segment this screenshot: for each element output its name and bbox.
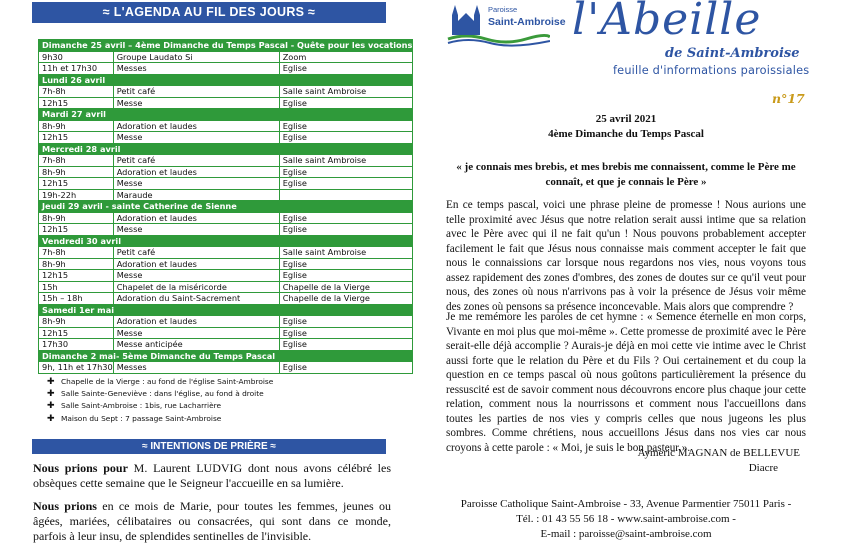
agenda-time: 8h-9h [39,316,114,328]
agenda-time: 15h – 18h [39,293,114,305]
agenda-time: 11h et 17h30 [39,63,114,75]
agenda-place: Salle saint Ambroise [279,155,413,167]
agenda-place: Chapelle de la Vierge [279,281,413,293]
agenda-event: Adoration et laudes [113,166,279,178]
day-header-text: Mercredi 28 avril [39,143,413,155]
agenda-event: Adoration et laudes [113,316,279,328]
agenda-place: Chapelle de la Vierge [279,293,413,305]
agenda-time: 15h [39,281,114,293]
footer [446,497,806,542]
agenda-event: Adoration du Saint-Sacrement [113,293,279,305]
day-header-text: Dimanche 25 avril – 4ème Dimanche du Temps Pascal - Quête pour les vocations [39,40,413,52]
legend-list [47,376,273,425]
agenda-place: Eglise [279,362,413,374]
footer-address: Paroisse Catholique Saint-Ambroise - 33, Avenue Parmentier 75011 Paris - [460,498,792,510]
legend-text: Salle Sainte-Geneviève : dans l'église, au fond à droite [61,389,264,399]
agenda-day-header [39,304,413,316]
author-name: Aymeric MAGNAN de BELLEVUE [637,447,800,459]
agenda-event: Petit café [113,155,279,167]
agenda-row [39,212,413,224]
intention-body: en ce mois de Marie, pour toutes les femmes, jeunes ou âgées, mariées, célibataires ou consacrées, qui sont dans ce monde, parfois à leur insu, de splendides sentinelles de l'invisible. [33,499,391,543]
agenda-day-header [39,109,413,121]
agenda-event: Messe [113,270,279,282]
agenda-row [39,339,413,351]
agenda-event: Messe [113,178,279,190]
agenda-event: Adoration et laudes [113,120,279,132]
agenda-event: Petit café [113,86,279,98]
cross-icon: ✚ [47,389,55,400]
legend-text: Chapelle de la Vierge : au fond de l'église Saint-Ambroise [61,377,274,386]
newsletter-tagline: feuille d'informations paroissiales [613,64,810,77]
agenda-day-header [39,350,413,362]
intention-body: M. Laurent LUDVIG dont nous avons célébré les obsèques cette semaine que le Seigneur l'accueille en sa lumière. [33,461,391,490]
agenda-time: 17h30 [39,339,114,351]
agenda-row [39,293,413,305]
agenda-time: 7h-8h [39,247,114,259]
legend-item [47,400,273,412]
agenda-time: 8h-9h [39,258,114,270]
day-header-text: Vendredi 30 avril [39,235,413,247]
intention-paragraph [33,461,391,491]
agenda-row [39,86,413,98]
agenda-event: Groupe Laudato Si [113,51,279,63]
gospel-quote: « je connais mes brebis, et mes brebis me connaissent, comme le Père me connaît, et que je connais le Père » [456,161,796,188]
agenda-row [39,281,413,293]
article-date-block [446,112,806,142]
agenda-time: 12h15 [39,97,114,109]
agenda-time: 12h15 [39,270,114,282]
intention-paragraph [33,499,391,544]
agenda-time: 9h, 11h et 17h30 [39,362,114,374]
agenda-time: 12h15 [39,132,114,144]
agenda-place: Zoom [279,51,413,63]
intention-lead: Nous prions [33,499,97,513]
agenda-row [39,178,413,190]
agenda-row [39,247,413,259]
agenda-event: Petit café [113,247,279,259]
agenda-row [39,120,413,132]
agenda-event: Maraude [113,189,279,201]
intention-lead: Nous prions pour [33,461,128,475]
article-date: 25 avril 2021 [595,113,657,125]
agenda-place: Eglise [279,178,413,190]
day-header-text: Lundi 26 avril [39,74,413,86]
issue-number: n°17 [772,91,805,106]
agenda-event: Adoration et laudes [113,212,279,224]
agenda-day-header [39,201,413,213]
footer-phone-web: Tél. : 01 43 55 56 18 - www.saint-ambroise.com - [516,513,736,525]
agenda-place: Salle saint Ambroise [279,247,413,259]
legend-item [47,376,273,388]
agenda-place: Eglise [279,63,413,75]
agenda-place: Eglise [279,327,413,339]
agenda-event: Messe [113,97,279,109]
agenda-event: Messes [113,63,279,75]
agenda-event: Chapelet de la miséricorde [113,281,279,293]
agenda-day-header [39,74,413,86]
agenda-row [39,316,413,328]
article-sunday: 4ème Dimanche du Temps Pascal [548,128,704,140]
agenda-time: 9h30 [39,51,114,63]
agenda-row [39,97,413,109]
newsletter-subtitle: de Saint-Ambroise [665,46,800,61]
agenda-day-header [39,143,413,155]
agenda-place: Eglise [279,258,413,270]
agenda-place: Eglise [279,224,413,236]
agenda-time: 12h15 [39,178,114,190]
agenda-title: ≈ L'AGENDA AU FIL DES JOURS ≈ [32,2,386,23]
agenda-time: 8h-9h [39,166,114,178]
agenda-event: Messes [113,362,279,374]
agenda-row [39,258,413,270]
agenda-time: 12h15 [39,224,114,236]
agenda-place: Eglise [279,316,413,328]
agenda-place: Eglise [279,120,413,132]
cross-icon: ✚ [47,377,55,387]
signature [600,446,800,476]
agenda-row [39,189,413,201]
agenda-time: 8h-9h [39,212,114,224]
agenda-row [39,362,413,374]
day-header-text: Samedi 1er mai [39,304,413,316]
agenda-time: 7h-8h [39,155,114,167]
agenda-row [39,51,413,63]
day-header-text: Jeudi 29 avril - sainte Catherine de Sienne [39,201,413,213]
agenda-event: Adoration et laudes [113,258,279,270]
newsletter-title: l'Abeille [572,0,762,45]
article-paragraph-1: En ce temps pascal, voici une phrase pleine de promesse ! Nous aurions une telle proximité avec Jésus que notre relation serait aussi intime que sa relation avec le Père avec qui il ne fait qu'un ! Nous pouvons probablement accepter facilement le fait que Jésus nous connaisse mais comment accepter le fait que nous le connaissions car lorsque nous regardons nos vies, nous voyons tous assez rapidement des zones d'ombres, des zones de doutes sur ce qu'il veut pour nous, des zones où nous n'arrivons pas à voir la présence de Jésus voir même des zones où pensons sa présence inconcevable. Mais alors que comprendre ? [446,199,806,313]
intentions-title: ≈ INTENTIONS DE PRIÈRE ≈ [32,439,386,454]
day-header-text: Mardi 27 avril [39,109,413,121]
logo-text-saint-ambroise: Saint-Ambroise [488,16,566,28]
legend-item [47,413,273,425]
cross-icon: ✚ [47,413,55,424]
footer-email: E-mail : paroisse@saint-ambroise.com [540,528,712,540]
agenda-event: Messe [113,224,279,236]
logo-text-paroisse: Paroisse [488,5,518,14]
intentions-text [33,461,391,552]
agenda-row [39,132,413,144]
legend-text: Salle Saint-Ambroise : 1bis, rue Lacharrière [61,401,222,411]
agenda-row [39,63,413,75]
legend-text: Maison du Sept : 7 passage Saint-Ambroise [61,413,222,423]
author-role: Diacre [748,462,778,474]
agenda-place: Eglise [279,339,413,351]
agenda-table [38,39,413,374]
agenda-place: Eglise [279,97,413,109]
article-paragraph-2: Je me remémore les paroles de cet hymne : « Semence éternelle en mon corps, Vivante en moi plus que moi-même ». Cette promesse de proximité avec le Père serait-elle déjà accomplie ? Aurais-je déjà en moi cette vie intime avec le Christ aussi forte que le relation du Père et du Fils ? Oui certainement et du coup la question en ce temps pascal où nous goûtons particulièrement la présence du ressuscité est de savoir comment nous découvrons encore plus chaque jour cette relation, comment nous la nourrissons et comment nous l'accueillons dans toutes les parties de nos vies y compris celles que nous jugeons les plus sombres. Comme chrétiens, nous accueillons Jésus dans nos vies car nous croyons à cette parole : « Moi, je suis le bon pasteur ». [446,311,806,454]
agenda-place: Salle saint Ambroise [279,86,413,98]
agenda-row [39,166,413,178]
agenda-row [39,155,413,167]
legend-item [47,388,273,400]
agenda-day-header [39,235,413,247]
agenda-event: Messe [113,132,279,144]
agenda-place: Eglise [279,166,413,178]
agenda-place: Eglise [279,132,413,144]
agenda-row [39,327,413,339]
agenda-place [279,189,413,201]
day-header-text: Dimanche 2 mai- 5ème Dimanche du Temps Pascal [39,350,413,362]
agenda-place: Eglise [279,270,413,282]
agenda-day-header [39,40,413,52]
agenda-row [39,270,413,282]
cross-icon: ✚ [47,401,55,412]
agenda-row [39,224,413,236]
agenda-event: Messe anticipée [113,339,279,351]
agenda-time: 7h-8h [39,86,114,98]
agenda-time: 19h-22h [39,189,114,201]
agenda-time: 12h15 [39,327,114,339]
agenda-time: 8h-9h [39,120,114,132]
agenda-place: Eglise [279,212,413,224]
agenda-event: Messe [113,327,279,339]
